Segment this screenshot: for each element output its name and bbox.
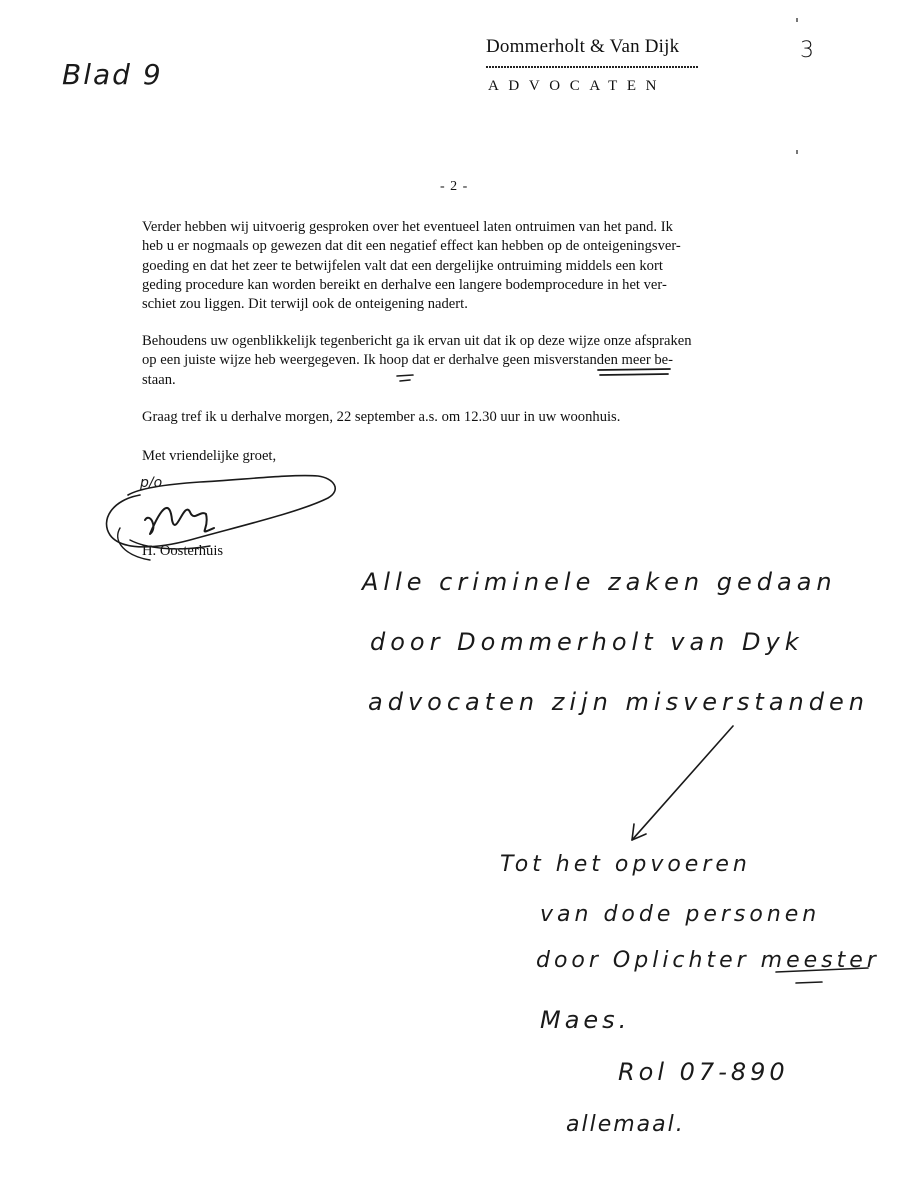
handwritten-line: door Oplichter meester — [536, 948, 880, 973]
firm-name: Dommerholt & Van Dijk — [486, 36, 680, 57]
handwritten-line: Alle criminele zaken gedaan — [362, 568, 837, 596]
paragraph-line: geding procedure kan worden bereikt en derhalve een langere bodemprocedure in het ver- — [142, 276, 667, 293]
handwritten-line: allemaal. — [566, 1112, 685, 1137]
closing-greeting: Met vriendelijke groet, — [142, 448, 277, 464]
handwritten-line: Tot het opvoeren — [500, 852, 751, 877]
page-number: - 2 - — [440, 179, 469, 194]
handwritten-line: van dode personen — [540, 902, 821, 927]
handwritten-line: Rol 07-890 — [618, 1058, 789, 1086]
signer-name: H. Oosterhuis — [142, 543, 224, 559]
paragraph-line: op een juiste wijze heb weergegeven. Ik hoop dat er derhalve geen misverstanden meer be- — [142, 352, 673, 369]
paragraph-line: staan. — [142, 371, 176, 388]
paragraph-line: schiet zou liggen. Dit terwijl ook de onteigening nadert. — [142, 296, 468, 313]
signature-scribble — [118, 528, 210, 560]
firm-subtitle: ADVOCATEN — [488, 78, 667, 94]
arrow-line — [632, 726, 733, 840]
paragraph-line: Behoudens uw ogenblikkelijk tegenbericht ga ik ervan uit dat ik op deze wijze onze afspraken — [142, 333, 692, 349]
handwritten-line: advocaten zijn misverstanden — [368, 688, 869, 716]
paragraph-line: Verder hebben wij uitvoerig gesproken over het eventueel laten ontruimen van het pand. Ik — [142, 219, 673, 235]
signature-scribble — [145, 508, 214, 534]
paragraph-line: goeding en dat het zeer te betwijfelen valt dat een dergelijke ontruiming middels een kort — [142, 257, 663, 274]
handwritten-line: Maes. — [540, 1006, 631, 1034]
handwritten-line: door Dommerholt van Dyk — [370, 628, 804, 656]
paragraph-line: heb u er nogmaals op gewezen dat dit een negatief effect kan hebben op de onteigeningsver- — [142, 238, 681, 255]
corner-page-number: 3 — [800, 38, 814, 63]
underline-mark — [776, 968, 868, 983]
underline-mark — [598, 369, 670, 375]
handwritten-blad-note: Blad 9 — [62, 58, 163, 91]
paragraph-line: Graag tref ik u derhalve morgen, 22 september a.s. om 12.30 uur in uw woonhuis. — [142, 409, 621, 425]
underline-mark — [397, 375, 413, 381]
signature-initials: p/o — [140, 475, 163, 491]
